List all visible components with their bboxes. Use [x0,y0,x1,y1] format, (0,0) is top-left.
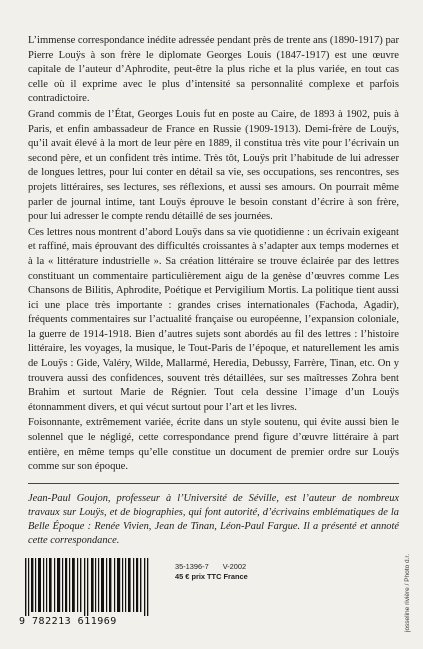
product-code: 35-1396-7 [175,562,209,571]
back-cover-text [28,34,399,549]
isbn-info [175,562,248,582]
barcode-number: 9 782213 611969 [19,616,117,627]
price-label: 45 € prix TTC France [175,572,248,581]
barcode-bars [19,558,157,616]
paragraph-georges-louis: Grand commis de l’État, Georges Louis fut en poste au Caire, de 1893 à 1902, puis à Paris, et enfin ambassadeur de France en Russie (1909-1913). Demi-frère de Louÿs, qu’il avait élevé à la mort de leur père en 1889, il constitua très vite pour l’écrivain un second père, et un confident très intime. Très tôt, Louÿs prit l’habitude de lui adresser de longues lettres, pour lui conter en détail sa vie, ses occupations, ses rencontres, ses projets littéraires, ses lectures, ses réflexions, et aussi ses amours. On pourrait même parler de journal intime, tant Louÿs éprouve le besoin constant d’écrire à son frère, pour lui adresser le compte rendu détaillé de ses journées. [28,108,399,223]
divider [28,483,399,484]
barcode [19,552,159,634]
paragraph-conclusion: Foisonnante, extrêmement variée, écrite dans un style soutenu, qui évite aussi bien le solennel que le négligé, cette correspondance prend figure d’œuvre littéraire à part entière, en même temps qu’elle constitue un document de premier ordre sur Louÿs comme sur son époque. [28,417,399,473]
paragraph-intro: L’immense correspondance inédite adressée pendant près de trente ans (1890-1917) par Pierre Louÿs à son frère le diplomate Georges Louis (1847-1917) est une œuvre capitale de l’auteur d’Aphrodite, peut-être la plus riche et la plus variée, en tout cas celle où il exprime avec le plus d’intensité sa personnalité complexe et parfois contradictoire. [28,35,399,105]
edition-code: V-2002 [222,562,247,571]
paragraph-letters-content: Ces lettres nous montrent d’abord Louÿs dans sa vie quotidienne : un écrivain exigeant et raffiné, mais éprouvant des difficultés croissantes à s’adapter aux temps modernes et à la « littérature industrielle ». Sa création littéraire se trouve éclairée par des lettres constituant un commentaire particulièrement aigu de la genèse d’œuvres comme Les Chansons de Bilitis, Aphrodite, Poétique et Pervigilium Mortis. La politique tient aussi ici une place très importante : grandes crises internationales (Fachoda, Agadir), fréquents commentaires sur l’actualité française ou européenne, l’expansion coloniale, la guerre de 1914-1918. Bien d’autres sujets sont abordés au fil des lettres : l’histoire littéraire, les voyages, la musique, le Tout-Paris de l’époque, et naturellement les amis de Louÿs : Gide, Valéry, Wilde, Mallarmé, Heredia, Debussy, Farrère, Tinan, etc. On y trouvera aussi des confidences, souvent très détaillées, sur ses maîtresses Zohra bent Brahim et surtout Marie de Régnier. Tout cela dessine l’image d’un Louÿs étonnamment divers, et qui vécut surtout pour l’art et les livres. [28,226,399,413]
author-note: Jean-Paul Goujon, professeur à l’Université de Séville, est l’auteur de nombreux travaux sur Louÿs, et de biographies, qui font autorité, d’écrivains emblématiques de la Belle Époque : Renée Vivien, Jean de Tinan, Léon-Paul Fargue. Il a présenté et annoté cette correspondance. [28,492,399,547]
photo-credit: josseline rivière / Photo d.r. [404,553,411,632]
